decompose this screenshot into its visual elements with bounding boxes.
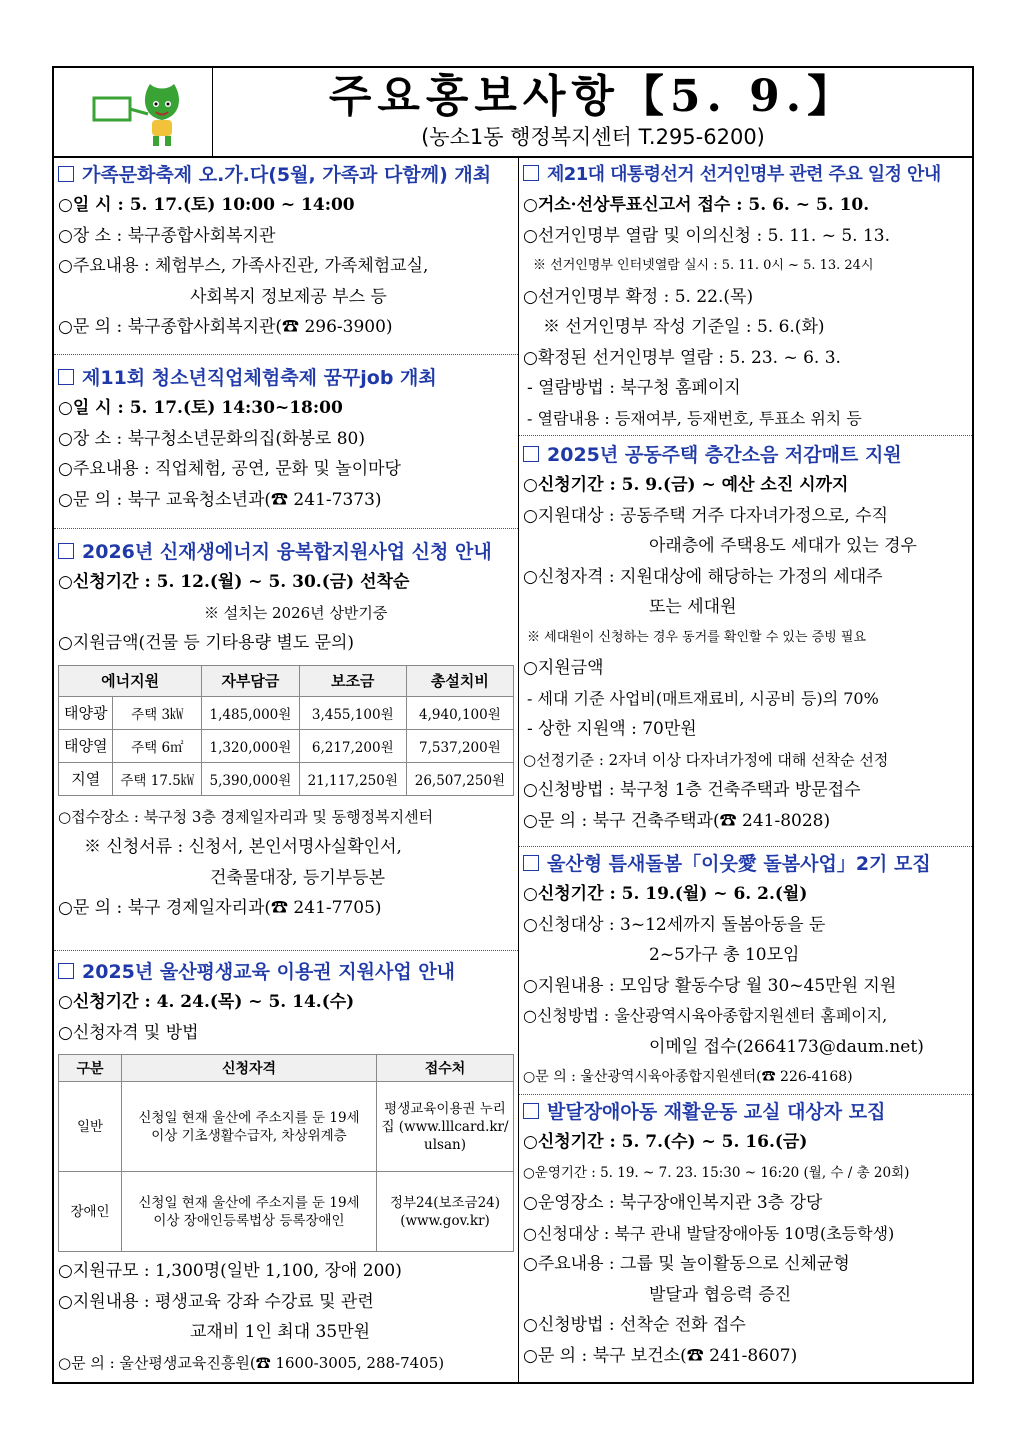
info-line: 아래층에 주택용도 세대가 있는 경우 [649, 536, 917, 556]
section-title: 제11회 청소년직업체험축제 꿈꾸job 개최 [54, 363, 518, 393]
table-cell: 태양열 [59, 729, 113, 762]
table-header: 신청자격 [122, 1055, 377, 1082]
table-row [59, 1082, 514, 1172]
section-title: 2025년 공동주택 층간소음 저감매트 지원 [519, 440, 972, 470]
info-line: ○문 의 : 북구 보건소(☎ 241-8607) [523, 1345, 798, 1366]
checkbox-square-icon [58, 543, 74, 559]
energy-support-table [58, 665, 514, 796]
checkbox-square-icon [523, 446, 539, 462]
checkbox-square-icon [523, 1103, 539, 1119]
table-cell: 정부24(보조금24) (www.gov.kr) [377, 1172, 514, 1252]
info-line: ○지원내용 : 모임당 활동수당 월 30~45만원 지원 [523, 975, 897, 996]
info-line: ○신청대상 : 북구 관내 발달장애아동 10명(초등학생) [523, 1223, 895, 1243]
table-cell: 3,455,100원 [299, 696, 406, 729]
info-line: - 열람방법 : 북구청 홈페이지 [527, 378, 741, 398]
table-header: 자부담금 [202, 665, 299, 696]
table-cell: 1,485,000원 [202, 696, 299, 729]
info-line: 이메일 접수(2664173@daum.net) [649, 1036, 924, 1057]
info-line: ○지원금액 [523, 658, 604, 678]
info-line: ○거소·선상투표신고서 접수 : 5. 6. ~ 5. 10. [523, 195, 870, 215]
table-cell: 태양광 [59, 696, 113, 729]
info-line: ○신청자격 및 방법 [58, 1022, 199, 1043]
table-cell: 일반 [59, 1082, 122, 1172]
info-line: ○신청기간 : 5. 12.(월) ~ 5. 30.(금) 선착순 [58, 572, 410, 592]
table-cell: 주택 6㎡ [113, 729, 202, 762]
section-title: 제21대 대통령선거 선거인명부 관련 주요 일정 안내 [519, 160, 972, 190]
section-title: 발달장애아동 재활운동 교실 대상자 모집 [519, 1097, 972, 1127]
section-neighbor-care [519, 846, 972, 1093]
left-column [54, 158, 519, 1382]
right-column [519, 158, 972, 1382]
page-title: 주요홍보사항【5. 9.】 [328, 71, 858, 122]
eligibility-table [58, 1054, 514, 1252]
info-line: ○지원내용 : 평생교육 강좌 수강료 및 관련 [58, 1291, 374, 1312]
info-line: 건축물대장, 등기부등본 [210, 867, 386, 888]
info-line: ○장 소 : 북구청소년문화의집(화봉로 80) [58, 428, 365, 449]
section-election-roll [519, 160, 972, 434]
logo-cell [54, 68, 213, 156]
table-cell: 주택 3㎾ [113, 696, 202, 729]
table-cell: 지열 [59, 762, 113, 795]
table-cell: 평생교육이용권 누리집 (www.lllcard.kr/ ulsan) [377, 1082, 514, 1172]
section-noise-mat [519, 435, 972, 836]
table-cell: 6,217,200원 [299, 729, 406, 762]
table-header: 접수처 [377, 1055, 514, 1082]
info-line: ○문 의 : 북구 경제일자리과(☎ 241-7705) [58, 898, 382, 918]
info-line: ○신청기간 : 5. 7.(수) ~ 5. 16.(금) [523, 1132, 808, 1152]
info-line: ○문 의 : 울산광역시육아종합지원센터(☎ 226-4168) [523, 1069, 853, 1085]
checkbox-square-icon [58, 369, 74, 385]
table-cell: 신청일 현재 울산에 주소지를 둔 19세 이상 기초생활수급자, 차상위계층 [122, 1082, 377, 1172]
info-line: ○운영기간 : 5. 19. ~ 7. 23. 15:30 ~ 16:20 (월, 수 / 총 20회) [523, 1164, 910, 1181]
checkbox-square-icon [58, 166, 74, 182]
header [54, 68, 972, 158]
table-cell: 4,940,100원 [406, 696, 513, 729]
checkbox-square-icon [523, 165, 539, 181]
table-cell: 주택 17.5㎾ [113, 762, 202, 795]
table-cell: 7,537,200원 [406, 729, 513, 762]
table-row [59, 762, 514, 795]
info-note: ※ 선거인명부 작성 기준일 : 5. 6.(화) [543, 317, 825, 337]
info-line: 사회복지 정보제공 부스 등 [190, 286, 387, 307]
section-renewable-energy [54, 528, 518, 924]
info-line: ○일 시 : 5. 17.(토) 10:00 ~ 14:00 [58, 195, 355, 215]
section-family-festival [54, 160, 518, 343]
info-line: ○신청방법 : 선착순 전화 접수 [523, 1315, 746, 1335]
info-line: - 상한 지원액 : 70만원 [527, 719, 697, 739]
section-title: 울산형 틈새돌봄「이웃愛 돌봄사업」2기 모집 [519, 849, 972, 879]
info-note: ※ 선거인명부 인터넷열람 실시 : 5. 11. 0시 ~ 5. 13. 24시 [533, 258, 874, 273]
info-line: ○신청기간 : 5. 9.(금) ~ 예산 소진 시까지 [523, 475, 849, 495]
info-line: ○문 의 : 북구종합사회복지관(☎ 296-3900) [58, 317, 393, 337]
table-row [59, 696, 514, 729]
info-line: ○선거인명부 열람 및 이의신청 : 5. 11. ~ 5. 13. [523, 225, 891, 246]
info-line: ○지원금액(건물 등 기타용량 별도 문의) [58, 633, 355, 653]
info-line: ○지원규모 : 1,300명(일반 1,100, 장애 200) [58, 1261, 402, 1281]
section-title: 2025년 울산평생교육 이용권 지원사업 안내 [54, 957, 518, 987]
info-line: ○운영장소 : 북구장애인복지관 3층 강당 [523, 1193, 823, 1213]
table-header: 구분 [59, 1055, 122, 1082]
info-note: ※ 신청서류 : 신청서, 본인서명사실확인서, [84, 837, 402, 857]
info-line: ○일 시 : 5. 17.(토) 14:30~18:00 [58, 398, 343, 418]
info-line: ○주요내용 : 그룹 및 놀이활동으로 신체균형 [523, 1254, 850, 1274]
info-line: ○신청방법 : 북구청 1층 건축주택과 방문접수 [523, 780, 861, 800]
info-line: - 열람내용 : 등재여부, 등재번호, 투표소 위치 등 [527, 408, 862, 428]
info-line: 또는 세대원 [649, 597, 737, 617]
info-line: ○접수장소 : 북구청 3층 경제일자리과 및 동행정복지센터 [58, 807, 434, 826]
info-line: ○신청대상 : 3~12세까지 돌봄아동을 둔 [523, 914, 826, 935]
info-line: 발달과 협응력 증진 [649, 1284, 792, 1305]
table-row [59, 729, 514, 762]
checkbox-square-icon [523, 855, 539, 871]
info-note: ※ 세대원이 신청하는 경우 동거를 확인할 수 있는 증빙 필요 [527, 629, 867, 645]
table-cell: 장애인 [59, 1172, 122, 1252]
info-note: ※ 설치는 2026년 상반기중 [204, 603, 388, 622]
table-cell: 21,117,250원 [299, 762, 406, 795]
section-title: 2026년 신재생에너지 융복합지원사업 신청 안내 [54, 537, 518, 567]
section-rehab-exercise [519, 1094, 972, 1371]
info-line: ○주요내용 : 체험부스, 가족사진관, 가족체험교실, [58, 256, 429, 276]
info-line: ○신청기간 : 4. 24.(목) ~ 5. 14.(수) [58, 992, 355, 1012]
info-line: ○문 의 : 울산평생교육진흥원(☎ 1600-3005, 288-7405) [58, 1353, 445, 1372]
notice-sheet [52, 66, 974, 1384]
info-line: ○선정기준 : 2자녀 이상 다자녀가정에 대해 선착순 선정 [523, 750, 889, 769]
info-line: ○신청기간 : 5. 19.(월) ~ 6. 2.(월) [523, 884, 808, 904]
info-line: - 세대 기준 사업비(매트재료비, 시공비 등)의 70% [527, 688, 879, 708]
table-row [59, 1172, 514, 1252]
table-header: 총설치비 [406, 665, 513, 696]
section-youth-job-festival [54, 354, 518, 515]
section-lifelong-education [54, 950, 518, 1378]
table-header-row [59, 1055, 514, 1082]
info-line: ○선거인명부 확정 : 5. 22.(목) [523, 286, 754, 307]
table-cell: 신청일 현재 울산에 주소지를 둔 19세 이상 장애인등록법상 등록장애인 [122, 1172, 377, 1252]
checkbox-square-icon [58, 963, 74, 979]
info-line: 교재비 1인 최대 35만원 [190, 1322, 371, 1342]
table-header: 에너지원 [59, 665, 202, 696]
table-cell: 5,390,000원 [202, 762, 299, 795]
info-line: ○신청방법 : 울산광역시육아종합지원센터 홈페이지, [523, 1006, 888, 1025]
info-line: ○신청자격 : 지원대상에 해당하는 가정의 세대주 [523, 566, 883, 587]
info-line: ○문 의 : 북구 교육청소년과(☎ 241-7373) [58, 489, 382, 510]
page-subtitle: (농소1동 행정복지센터 T.295-6200) [421, 125, 765, 149]
table-header: 보조금 [299, 665, 406, 696]
info-line: ○주요내용 : 직업체험, 공연, 문화 및 놀이마당 [58, 459, 401, 479]
info-line: ○문 의 : 북구 건축주택과(☎ 241-8028) [523, 810, 831, 831]
section-title: 가족문화축제 오.가.다(5월, 가족과 다함께) 개최 [54, 160, 518, 190]
table-cell: 1,320,000원 [202, 729, 299, 762]
info-line: ○확정된 선거인명부 열람 : 5. 23. ~ 6. 3. [523, 347, 841, 368]
table-cell: 26,507,250원 [406, 762, 513, 795]
info-line: 2~5가구 총 10모임 [649, 945, 800, 965]
info-line: ○장 소 : 북구종합사회복지관 [58, 225, 276, 246]
green-leaf-mascot-icon [90, 76, 210, 150]
table-header-row [59, 665, 514, 696]
info-line: ○지원대상 : 공동주택 거주 다자녀가정으로, 수직 [523, 505, 889, 526]
